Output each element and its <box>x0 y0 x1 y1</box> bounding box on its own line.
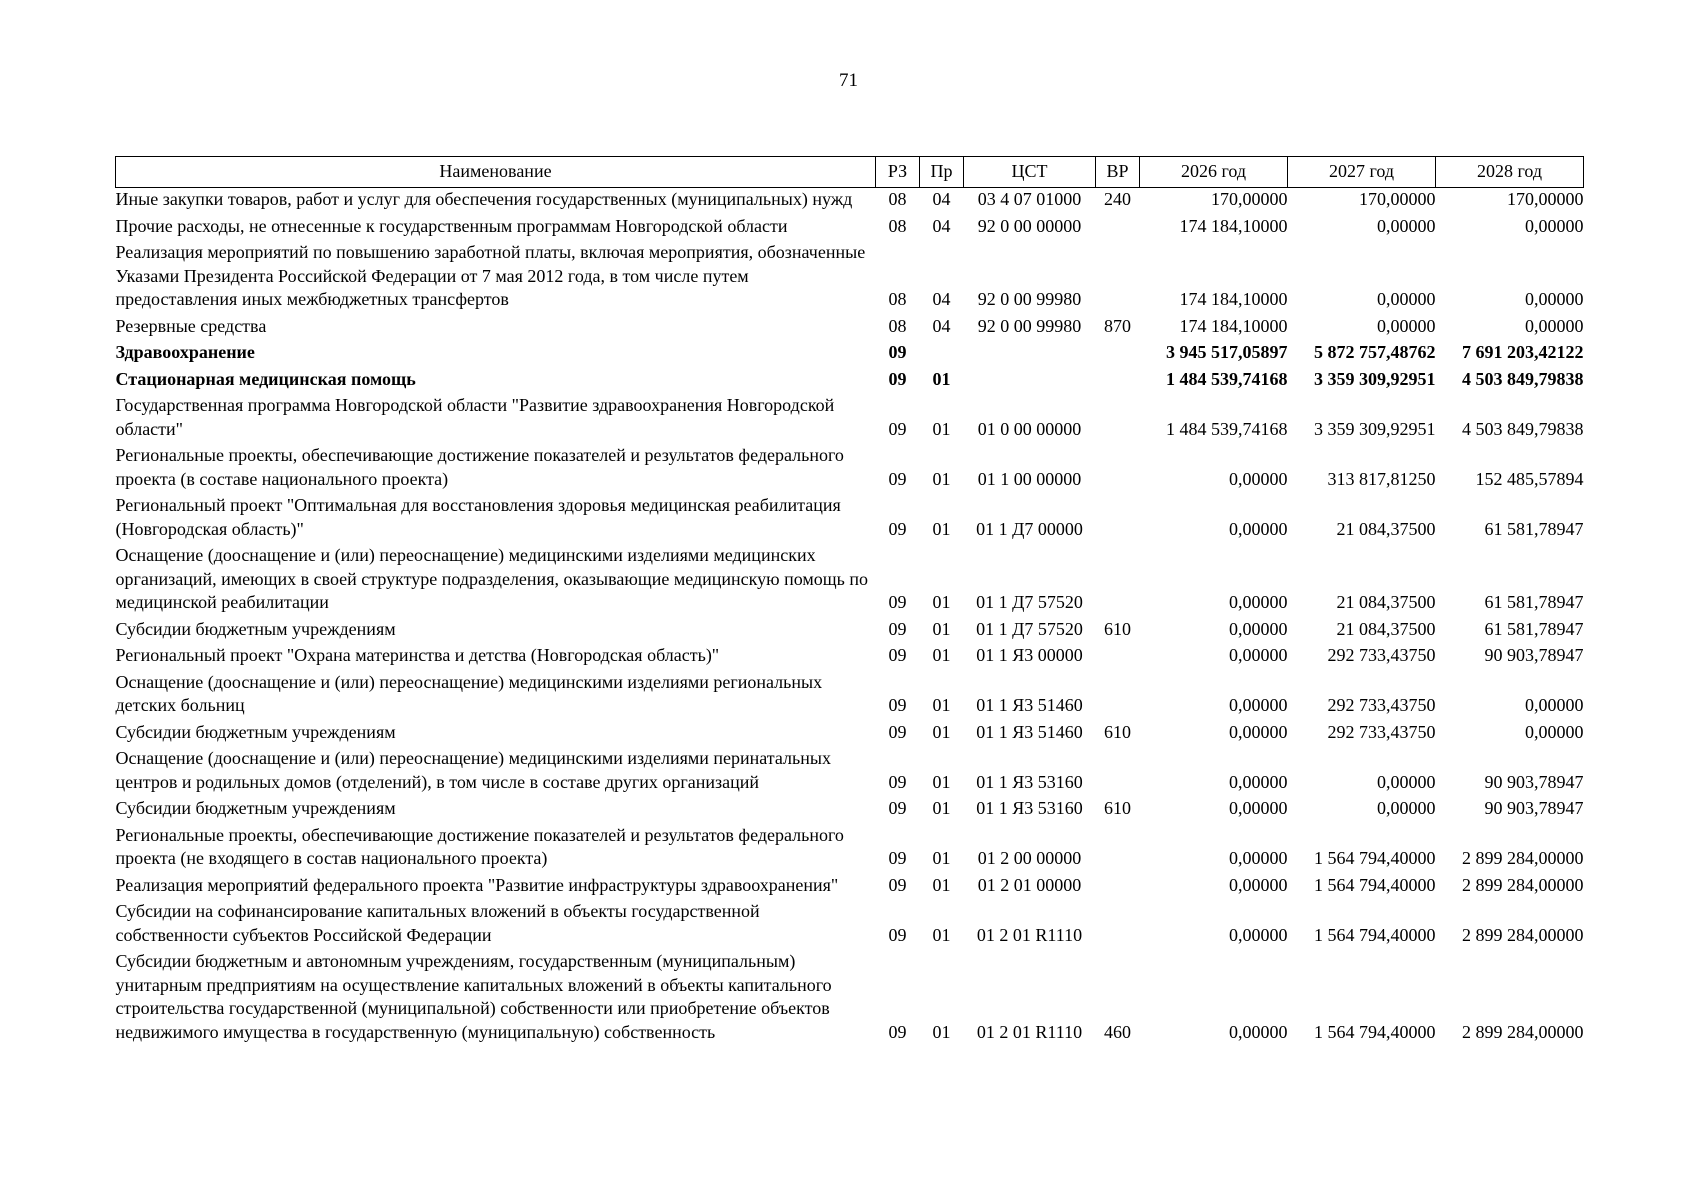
header-rz: РЗ <box>876 157 920 188</box>
cell-name: Региональные проекты, обеспечивающие достижение показателей и результатов федерального проекта (в составе национального проекта) <box>115 445 844 489</box>
cell-rz: 09 <box>888 418 907 439</box>
cell-vr <box>1096 215 1140 242</box>
cell-rz: 09 <box>888 645 907 665</box>
cell-2028: 170,00000 <box>1507 189 1584 209</box>
cell-2028: 61 581,78947 <box>1484 592 1584 612</box>
cell-cst: 01 1 Я3 00000 <box>976 645 1083 665</box>
cell-2027: 21 084,37500 <box>1336 592 1436 612</box>
cell-pr: 01 <box>932 645 951 665</box>
cell-2026: 174 184,10000 <box>1179 289 1288 309</box>
cell-2027: 1 564 794,40000 <box>1314 874 1436 895</box>
cell-pr: 01 <box>932 1021 951 1042</box>
table-row <box>116 618 1584 645</box>
cell-pr: 01 <box>932 924 951 945</box>
cell-cst: 03 4 07 01000 <box>977 189 1082 209</box>
cell-cst: 01 2 01 R1110 <box>976 1021 1083 1042</box>
cell-cst: 01 2 01 00000 <box>977 874 1082 895</box>
cell-2027: 1 564 794,40000 <box>1314 848 1436 868</box>
cell-name: Оснащение (дооснащение и (или) переоснащение) медицинскими изделиями перинатальных центров и родильных домов (отделений), в том числе в составе других организаций <box>115 748 831 792</box>
cell-name: Субсидии бюджетным и автономным учреждениям, государственным (муниципальным) унитарным предприятиям на осуществление капитальных вложений в объекты капитального строительства государственной (муниципальной) собственности или приобретение объектов недвижимого имущества в государственную (муниципальную) собственность <box>115 951 832 1042</box>
cell-name: Оснащение (дооснащение и (или) переоснащение) медицинскими изделиями региональных детских больниц <box>115 671 823 715</box>
table-row <box>116 215 1584 242</box>
cell-2026: 0,00000 <box>1229 874 1288 895</box>
cell-pr: 01 <box>932 618 951 639</box>
cell-name: Региональные проекты, обеспечивающие достижение показателей и результатов федерального проекта (не входящего в состав национального проекта) <box>115 824 844 868</box>
cell-vr <box>1096 644 1140 671</box>
cell-vr <box>1096 544 1140 618</box>
cell-2028: 4 503 849,79838 <box>1462 368 1584 389</box>
cell-2026: 0,00000 <box>1229 924 1288 945</box>
cell-2026: 0,00000 <box>1229 695 1288 715</box>
cell-2026: 0,00000 <box>1229 645 1288 665</box>
cell-2027: 0,00000 <box>1377 771 1436 792</box>
cell-2027: 0,00000 <box>1377 798 1436 818</box>
cell-rz: 09 <box>888 771 907 792</box>
table-row <box>116 544 1584 618</box>
table-row <box>116 494 1584 544</box>
cell-cst: 01 1 Д7 57520 <box>976 592 1083 612</box>
cell-rz: 08 <box>888 215 907 236</box>
cell-2026: 0,00000 <box>1229 468 1288 489</box>
cell-2028: 90 903,78947 <box>1484 798 1584 818</box>
cell-name: Оснащение (дооснащение и (или) переоснащение) медицинскими изделиями медицинских организаций, имеющих в своей структуре подразделения, оказывающие медицинскую помощь по медицинской реабилитации <box>115 545 868 612</box>
cell-2028: 0,00000 <box>1525 721 1584 742</box>
cell-2027: 1 564 794,40000 <box>1314 924 1436 945</box>
cell-2026: 170,00000 <box>1211 189 1288 209</box>
cell-pr: 01 <box>932 418 951 439</box>
cell-vr <box>1096 824 1140 874</box>
cell-2027: 3 359 309,92951 <box>1314 368 1436 389</box>
cell-cst: 01 1 Я3 51460 <box>976 721 1083 742</box>
cell-name: Здравоохранение <box>115 342 255 362</box>
cell-cst: 01 1 00 00000 <box>977 468 1082 489</box>
cell-vr <box>1096 900 1140 950</box>
cell-pr: 01 <box>932 468 951 489</box>
cell-2028: 0,00000 <box>1525 215 1584 236</box>
table-row <box>116 241 1584 315</box>
cell-2026: 0,00000 <box>1229 618 1288 639</box>
cell-name: Региональный проект "Оптимальная для восстановления здоровья медицинская реабилитация (Новгородская область)" <box>115 495 841 539</box>
cell-cst <box>964 341 1096 368</box>
cell-2028: 2 899 284,00000 <box>1462 848 1584 868</box>
table-row <box>116 950 1584 1047</box>
cell-2026: 0,00000 <box>1229 1021 1288 1042</box>
table-row <box>116 797 1584 824</box>
cell-2027: 5 872 757,48762 <box>1314 342 1436 362</box>
cell-pr: 04 <box>932 289 951 309</box>
cell-name: Субсидии бюджетным учреждениям <box>115 721 396 742</box>
table-header-row <box>116 157 1584 188</box>
cell-rz: 09 <box>888 592 907 612</box>
cell-2027: 313 817,81250 <box>1327 468 1436 489</box>
table-body <box>116 188 1584 1048</box>
cell-pr: 01 <box>932 695 951 715</box>
cell-vr: 610 <box>1104 798 1131 818</box>
cell-cst: 92 0 00 00000 <box>977 215 1082 236</box>
table-row <box>116 671 1584 721</box>
cell-pr: 04 <box>932 215 951 236</box>
cell-rz: 09 <box>888 1021 907 1042</box>
cell-cst: 01 1 Д7 00000 <box>976 518 1083 539</box>
cell-rz: 08 <box>888 315 907 336</box>
cell-2026: 0,00000 <box>1229 592 1288 612</box>
cell-2026: 174 184,10000 <box>1179 215 1288 236</box>
cell-2028: 7 691 203,42122 <box>1462 342 1584 362</box>
table-row <box>116 188 1584 215</box>
cell-rz: 09 <box>888 874 907 895</box>
cell-2026: 0,00000 <box>1229 848 1288 868</box>
cell-2027: 292 733,43750 <box>1327 721 1436 742</box>
cell-2028: 61 581,78947 <box>1484 518 1584 539</box>
cell-cst <box>964 368 1096 395</box>
cell-pr: 01 <box>932 874 951 895</box>
cell-2027: 292 733,43750 <box>1327 695 1436 715</box>
cell-2027: 0,00000 <box>1377 315 1436 336</box>
cell-2026: 0,00000 <box>1229 798 1288 818</box>
table-row <box>116 824 1584 874</box>
cell-name: Субсидии бюджетным учреждениям <box>115 798 396 818</box>
cell-pr: 01 <box>932 848 951 868</box>
cell-2028: 152 485,57894 <box>1475 468 1584 489</box>
cell-vr <box>1096 444 1140 494</box>
cell-vr <box>1096 747 1140 797</box>
cell-2028: 61 581,78947 <box>1484 618 1584 639</box>
cell-rz: 09 <box>888 342 907 362</box>
cell-2026: 3 945 517,05897 <box>1166 342 1288 362</box>
cell-cst: 01 0 00 00000 <box>977 418 1082 439</box>
cell-2027: 170,00000 <box>1359 189 1436 209</box>
cell-vr <box>1096 494 1140 544</box>
cell-2027: 21 084,37500 <box>1336 518 1436 539</box>
cell-name: Региональный проект "Охрана материнства и детства (Новгородская область)" <box>115 645 720 665</box>
header-cst: ЦСТ <box>964 157 1096 188</box>
cell-2026: 0,00000 <box>1229 771 1288 792</box>
cell-vr: 870 <box>1104 315 1131 336</box>
cell-pr: 01 <box>932 771 951 792</box>
cell-rz: 09 <box>888 848 907 868</box>
cell-2028: 4 503 849,79838 <box>1462 418 1584 439</box>
table-row <box>116 444 1584 494</box>
cell-rz: 09 <box>888 721 907 742</box>
cell-pr: 04 <box>932 315 951 336</box>
cell-vr <box>1096 241 1140 315</box>
header-2026: 2026 год <box>1140 157 1288 188</box>
cell-2026: 1 484 539,74168 <box>1166 418 1288 439</box>
cell-pr: 01 <box>932 721 951 742</box>
cell-2028: 0,00000 <box>1525 695 1584 715</box>
table-row <box>116 394 1584 444</box>
cell-2027: 21 084,37500 <box>1336 618 1436 639</box>
cell-vr: 240 <box>1104 189 1131 209</box>
cell-2028: 2 899 284,00000 <box>1462 924 1584 945</box>
cell-vr: 460 <box>1104 1021 1131 1042</box>
cell-vr: 610 <box>1104 721 1131 742</box>
cell-rz: 09 <box>888 924 907 945</box>
cell-pr: 01 <box>932 592 951 612</box>
cell-name: Иные закупки товаров, работ и услуг для обеспечения государственных (муниципальных) нужд <box>115 189 853 209</box>
table-row <box>116 315 1584 342</box>
cell-cst: 01 1 Я3 53160 <box>976 771 1083 792</box>
cell-pr: 01 <box>932 368 951 389</box>
header-name: Наименование <box>116 157 876 188</box>
table-row <box>116 747 1584 797</box>
cell-2028: 0,00000 <box>1525 315 1584 336</box>
cell-2028: 90 903,78947 <box>1484 771 1584 792</box>
cell-rz: 09 <box>888 368 907 389</box>
cell-rz: 09 <box>888 468 907 489</box>
cell-cst: 01 2 01 R1110 <box>976 924 1083 945</box>
cell-vr <box>1096 394 1140 444</box>
cell-name: Субсидии бюджетным учреждениям <box>115 618 396 639</box>
cell-2026: 0,00000 <box>1229 518 1288 539</box>
cell-rz: 09 <box>888 798 907 818</box>
cell-cst: 92 0 00 99980 <box>977 315 1082 336</box>
budget-table <box>115 156 1584 1047</box>
cell-name: Стационарная медицинская помощь <box>115 368 416 389</box>
cell-vr <box>1096 368 1140 395</box>
cell-cst: 92 0 00 99980 <box>977 289 1082 309</box>
cell-cst: 01 1 Д7 57520 <box>976 618 1083 639</box>
cell-vr <box>1096 341 1140 368</box>
cell-rz: 08 <box>888 189 907 209</box>
cell-2026: 0,00000 <box>1229 721 1288 742</box>
cell-2027: 0,00000 <box>1377 289 1436 309</box>
cell-pr: 01 <box>932 798 951 818</box>
cell-name: Субсидии на софинансирование капитальных вложений в объекты государственной собственности субъектов Российской Федерации <box>115 901 760 945</box>
table-row <box>116 341 1584 368</box>
cell-rz: 09 <box>888 695 907 715</box>
cell-rz: 09 <box>888 618 907 639</box>
cell-name: Государственная программа Новгородской области "Развитие здравоохранения Новгородской области" <box>115 395 835 439</box>
cell-pr <box>920 341 964 368</box>
cell-rz: 09 <box>888 518 907 539</box>
table-row <box>116 721 1584 748</box>
cell-name: Реализация мероприятий по повышению заработной платы, включая мероприятия, обозначенные Указами Президента Российской Федерации от 7 мая 2012 года, в том числе путем предоставления иных межбюджетных трансфертов <box>115 242 866 309</box>
table-row <box>116 644 1584 671</box>
cell-vr <box>1096 874 1140 901</box>
cell-2027: 1 564 794,40000 <box>1314 1021 1436 1042</box>
cell-pr: 01 <box>932 518 951 539</box>
header-pr: Пр <box>920 157 964 188</box>
cell-2028: 90 903,78947 <box>1484 645 1584 665</box>
table-row <box>116 874 1584 901</box>
cell-2027: 0,00000 <box>1377 215 1436 236</box>
header-2028: 2028 год <box>1436 157 1584 188</box>
cell-name: Реализация мероприятий федерального проекта "Развитие инфраструктуры здравоохранения" <box>115 874 839 895</box>
table-row <box>116 900 1584 950</box>
cell-2027: 3 359 309,92951 <box>1314 418 1436 439</box>
cell-cst: 01 2 00 00000 <box>977 848 1082 868</box>
cell-name: Резервные средства <box>115 315 267 336</box>
cell-2028: 2 899 284,00000 <box>1462 1021 1584 1042</box>
header-2027: 2027 год <box>1288 157 1436 188</box>
cell-vr: 610 <box>1104 618 1131 639</box>
cell-vr <box>1096 671 1140 721</box>
cell-cst: 01 1 Я3 51460 <box>976 695 1083 715</box>
page-number: 71 <box>839 70 858 91</box>
cell-2026: 1 484 539,74168 <box>1166 368 1288 389</box>
header-vr: ВР <box>1096 157 1140 188</box>
cell-2028: 0,00000 <box>1525 289 1584 309</box>
cell-2028: 2 899 284,00000 <box>1462 874 1584 895</box>
cell-2026: 174 184,10000 <box>1179 315 1288 336</box>
table-row <box>116 368 1584 395</box>
cell-cst: 01 1 Я3 53160 <box>976 798 1083 818</box>
cell-name: Прочие расходы, не отнесенные к государственным программам Новгородской области <box>115 215 788 236</box>
cell-pr: 04 <box>932 189 951 209</box>
cell-2027: 292 733,43750 <box>1327 645 1436 665</box>
cell-rz: 08 <box>888 289 907 309</box>
